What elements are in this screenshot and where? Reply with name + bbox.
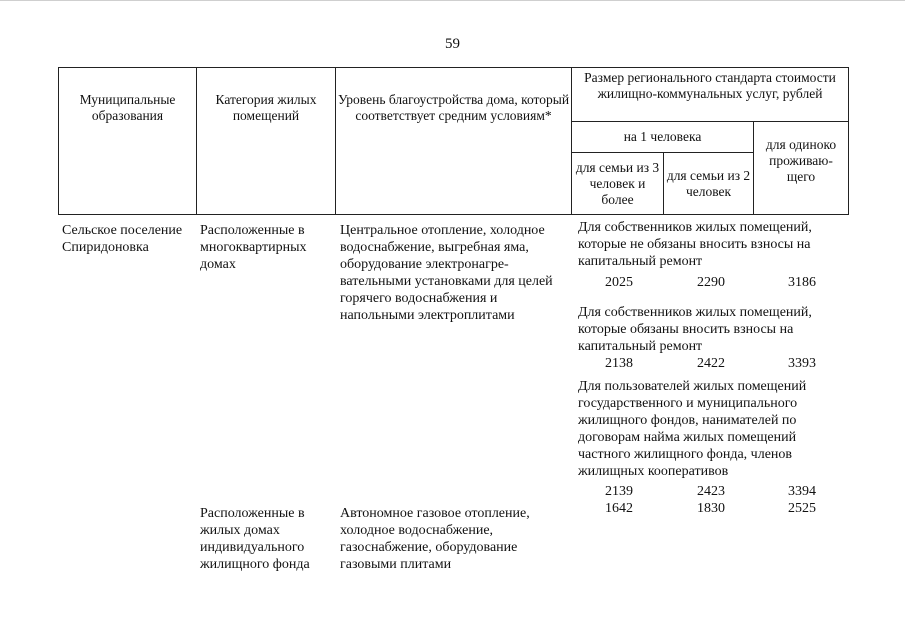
row2-value-single: 2525 [788,501,816,516]
header-level: Уровень благоустройства дома, который соответствует средним условиям* [337,92,570,123]
group1-values [576,275,851,292]
group3-values [576,484,851,501]
group2-value-single: 3393 [788,356,816,371]
municipality-name: Сельское поселение Спиридоновка [62,223,183,255]
header-per-person: на 1 человека [623,129,702,144]
group2-value-family3: 2138 [605,356,633,371]
header-family3: для семьи из 3 человек и более [575,160,660,207]
page-number: 59 [445,36,460,52]
header-standard: Размер регионального стандарта стоимости жилищно-коммунальных услуг, рублей [584,70,836,101]
row2-value-family3: 1642 [605,501,633,516]
group1-label: Для собственников жилых помещений, которые не обязаны вносить взносы на капитальный ремонт [578,220,812,269]
header-family2: для семьи из 2 человек [666,168,751,199]
group2-value-family2: 2422 [697,356,725,371]
row2-category: Расположенные в жилых домах индивидуального жилищного фонда [200,506,310,572]
group1-value-single: 3186 [788,275,816,290]
group1-value-family2: 2290 [697,275,725,290]
header-category: Категория жилых помещений [215,92,317,123]
scan-top-edge [0,0,905,1]
row2-values [576,501,851,518]
group3-value-family2: 2423 [697,484,725,499]
row2-level: Автономное газовое отопление, холодное водоснабжение, газоснабжение, оборудование газовыми плитами [340,506,530,572]
group2-values [576,356,851,373]
row2-value-family2: 1830 [697,501,725,516]
header-municipal: Муниципальные образования [79,92,176,123]
group1-value-family3: 2025 [605,275,633,290]
group3-value-family3: 2139 [605,484,633,499]
header-single: для одиноко проживаю-щего [765,137,837,184]
row1-level: Центральное отопление, холодное водоснабжение, выгребная яма, оборудование электронагре-вательными установками для целей горячего водоснабжения и напольными электроплитами [340,223,553,323]
row1-category: Расположенные в многоквартирных домах [200,223,307,272]
group3-value-single: 3394 [788,484,816,499]
group3-label: Для пользователей жилых помещений государственного и муниципального жилищного фондов, нанимателей по договорам найма жилых помещений частного жилищного фонда, членов жилищных кооперативов [578,379,807,479]
group2-label: Для собственников жилых помещений, которые обязаны вносить взносы на капитальный ремонт [578,305,812,354]
